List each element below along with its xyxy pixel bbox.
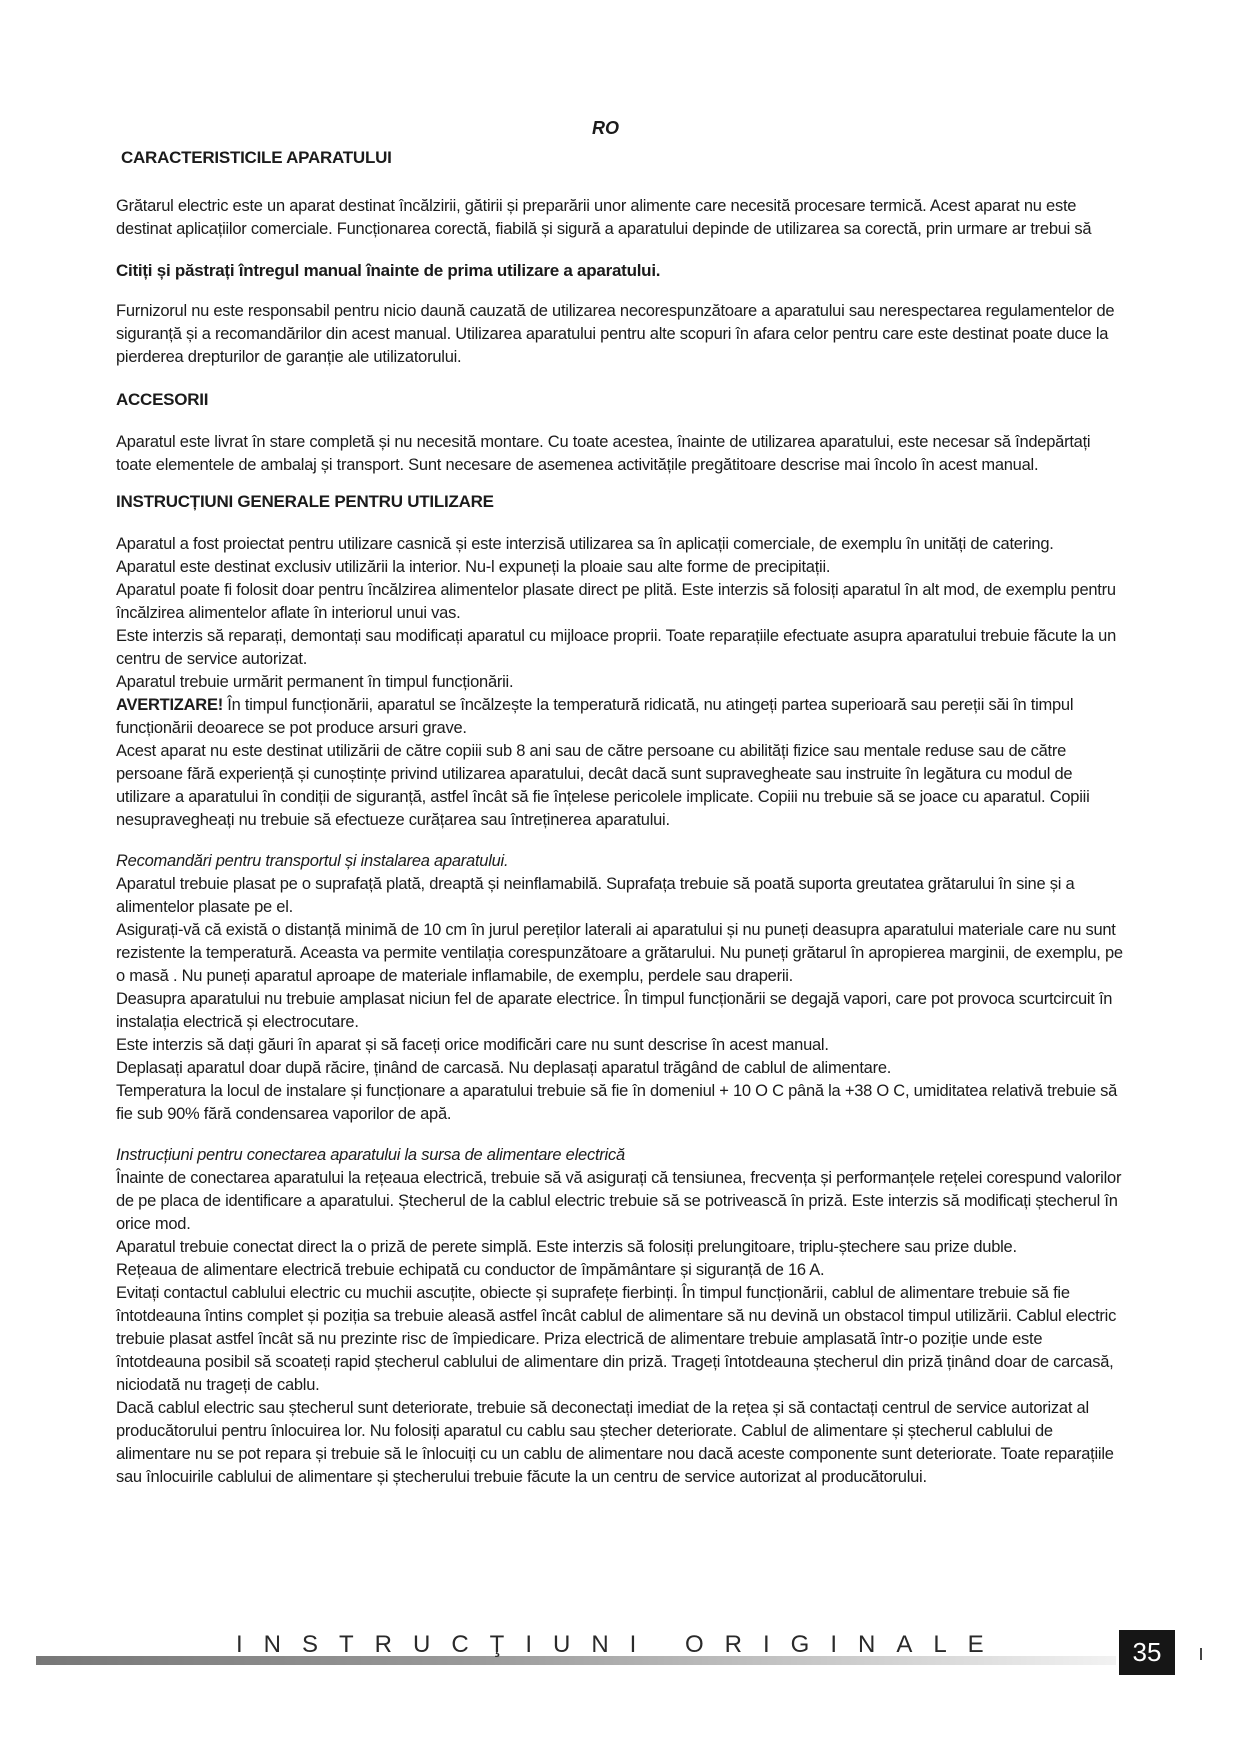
- warning-label: AVERTIZARE!: [116, 696, 223, 714]
- transport-paragraph: Temperatura la locul de instalare și funcționare a aparatului trebuie să fie în domeniul + 10 O C până la +38 O C, umiditatea relativă trebuie să fie sub 90% fără condensarea vaporilor de apă.: [116, 1082, 1118, 1123]
- accessories-paragraph: Aparatul este livrat în stare completă și nu necesită montare. Cu toate acestea, înainte de utilizarea aparatului, este necesar să îndepărtați toate elementele de ambalaj și transport. Sunt necesare de asemenea activitățile pregătitoare descrise mai încolo în acest manual.: [116, 433, 1091, 474]
- page-content: [116, 145, 1128, 1489]
- read-manual-notice: Citiți și păstrați întregul manual înainte de prima utilizare a aparatului.: [116, 261, 661, 280]
- footer-title: INSTRUCŢIUNI ORIGINALE: [236, 1631, 1005, 1658]
- general-paragraph: Este interzis să reparați, demontați sau modificați aparatul cu mijloace proprii. Toate reparațiile efectuate asupra aparatului trebuie făcute la un centru de service autorizat.: [116, 627, 1117, 668]
- children-paragraph: Acest aparat nu este destinat utilizării de către copiii sub 8 ani sau de către persoane cu abilități fizice sau mentale reduse sau de către persoane fără experiență și cunoștințe privind utilizarea aparatului, decât dacă sunt supravegheate sau instruite în legătura cu modul de utilizare a aparatului în condiții de siguranță, astfel încât să fie înțelese pericolele implicate. Copiii nu trebuie să se joace cu aparatul. Copiii nesupravegheați nu trebuie să efectueze curățarea sau întreținerea aparatului.: [116, 742, 1090, 829]
- general-paragraph: Aparatul a fost proiectat pentru utilizare casnică și este interzisă utilizarea sa în aplicații comerciale, de exemplu în unități de catering.: [116, 535, 1054, 553]
- transport-paragraph: Deasupra aparatului nu trebuie amplasat niciun fel de aparate electrice. În timpul funcționării se degajă vapori, care pot provoca scurtcircuit în instalația electrică și electrocutare.: [116, 990, 1113, 1031]
- subsection-title-power: Instrucțiuni pentru conectarea aparatului la sursa de alimentare electrică: [116, 1146, 625, 1164]
- general-paragraph: Aparatul este destinat exclusiv utilizării la interior. Nu-l expuneți la ploaie sau alte forme de precipitații.: [116, 558, 831, 576]
- intro-paragraph: Grătarul electric este un aparat destinat încălzirii, gătirii și preparării unor alimente care necesită procesare termică. Acest aparat nu este destinat aplicațiilor comerciale. Funcționarea corectă, fiabilă și sigură a aparatului depinde de utilizarea sa corectă, prin urmare ar trebui să: [116, 197, 1092, 238]
- warning-text: În timpul funcționării, aparatul se încălzește la temperatură ridicată, nu atingeți partea superioară sau pereții săi în timpul funcționării deoarece se pot produce arsuri grave.: [116, 696, 1074, 737]
- general-paragraph: Aparatul trebuie urmărit permanent în timpul funcționării.: [116, 673, 514, 691]
- transport-paragraph: Este interzis să dați găuri în aparat și să faceți orice modificări care nu sunt descrise în acest manual.: [116, 1036, 829, 1054]
- general-paragraph: Aparatul poate fi folosit doar pentru încălzirea alimentelor plasate direct pe plită. Este interzis să folosiți aparatul în alt mod, de exemplu pentru încălzirea alimentelor aflate în interiorul unui vas.: [116, 581, 1116, 622]
- transport-paragraph: Asigurați-vă că există o distanță minimă de 10 cm în jurul pereților laterali ai aparatului și nu puneți deasupra aparatului materiale care nu sunt rezistente la temperatură. Aceasta va permite ventilația corespunzătoare a grătarului. Nu puneți grătarul în apropierea marginii, de exemplu, pe o masă . Nu puneți aparatul aproape de materiale inflamabile, de exemplu, perdele sau draperii.: [116, 921, 1123, 985]
- section-title-characteristics: CARACTERISTICILE APARATULUI: [121, 148, 392, 167]
- transport-paragraph: Deplasați aparatul doar după răcire, ținând de carcasă. Nu deplasați aparatul trăgând de cablul de alimentare.: [116, 1059, 892, 1077]
- warning-paragraph: [116, 694, 1128, 740]
- section-title-accessories: ACCESORII: [116, 390, 209, 409]
- power-paragraph: Rețeaua de alimentare electrică trebuie echipată cu conductor de împământare și siguranță de 16 A.: [116, 1261, 825, 1279]
- section-title-general-instructions: INSTRUCȚIUNI GENERALE PENTRU UTILIZARE: [116, 492, 494, 511]
- language-tag: RO: [592, 118, 619, 138]
- liability-paragraph: Furnizorul nu este responsabil pentru nicio daună cauzată de utilizarea necorespunzătoare a aparatului sau nerespectarea regulamentelor de siguranță și a recomandărilor din acest manual. Utilizarea aparatului pentru alte scopuri în afara celor pentru care este destinat poate duce la pierderea drepturilor de garanție ale utilizatorului.: [116, 302, 1115, 366]
- power-paragraph: Aparatul trebuie conectat direct la o priză de perete simplă. Este interzis să folosiți prelungitoare, triplu-ștechere sau prize duble.: [116, 1238, 1017, 1256]
- edge-tick-mark: [1200, 1648, 1202, 1660]
- power-paragraph: Dacă cablul electric sau ștecherul sunt deteriorate, trebuie să deconectați imediat de la rețea și să contactați centrul de service autorizat al producătorului pentru înlocuirea lor. Nu folosiți aparatul cu cablu sau ștecher deteriorate. Cablul de alimentare și ștecherul cablului de alimentare nu se pot repara și trebuie să le înlocuiți cu un cablu de alimentare nou dacă aceste componente sunt deteriorate. Toate reparațiile sau înlocuirile cablului de alimentare și ștecherului trebuie făcute la un centru de service autorizat al producătorului.: [116, 1399, 1114, 1486]
- transport-paragraph: Aparatul trebuie plasat pe o suprafață plată, dreaptă și neinflamabilă. Suprafața trebuie să poată suporta greutatea grătarului în sine și a alimentelor plasate pe el.: [116, 875, 1075, 916]
- power-paragraph: Evitați contactul cablului electric cu muchii ascuțite, obiecte și suprafețe fierbinți. În timpul funcționării, cablul de alimentare trebuie să fie întotdeauna întins complet și poziția sa trebuie aleasă astfel încât cablul de alimentare să nu devină un obstacol timpul utilizării. Cablul electric trebuie plasat astfel încât să nu prezinte risc de împiedicare. Priza electrică de alimentare trebuie amplasată într-o poziție unde este întotdeauna posibil să scoateți rapid ștecherul cablului de alimentare din priză. Trageți întotdeauna ștecherul din priză ținând doar de carcasă, niciodată nu trageți de cablu.: [116, 1284, 1117, 1394]
- power-paragraph: Înainte de conectarea aparatului la rețeaua electrică, trebuie să vă asigurați că tensiunea, frecvența și performanțele rețelei corespund valorilor de pe placa de identificare a aparatului. Ștecherul de la cablul electric trebuie să se potrivească în priză. Este interzis să modificați ștecherul în orice mod.: [116, 1169, 1122, 1233]
- subsection-title-transport: Recomandări pentru transportul și instalarea aparatului.: [116, 852, 509, 870]
- page-number: 35: [1119, 1630, 1175, 1675]
